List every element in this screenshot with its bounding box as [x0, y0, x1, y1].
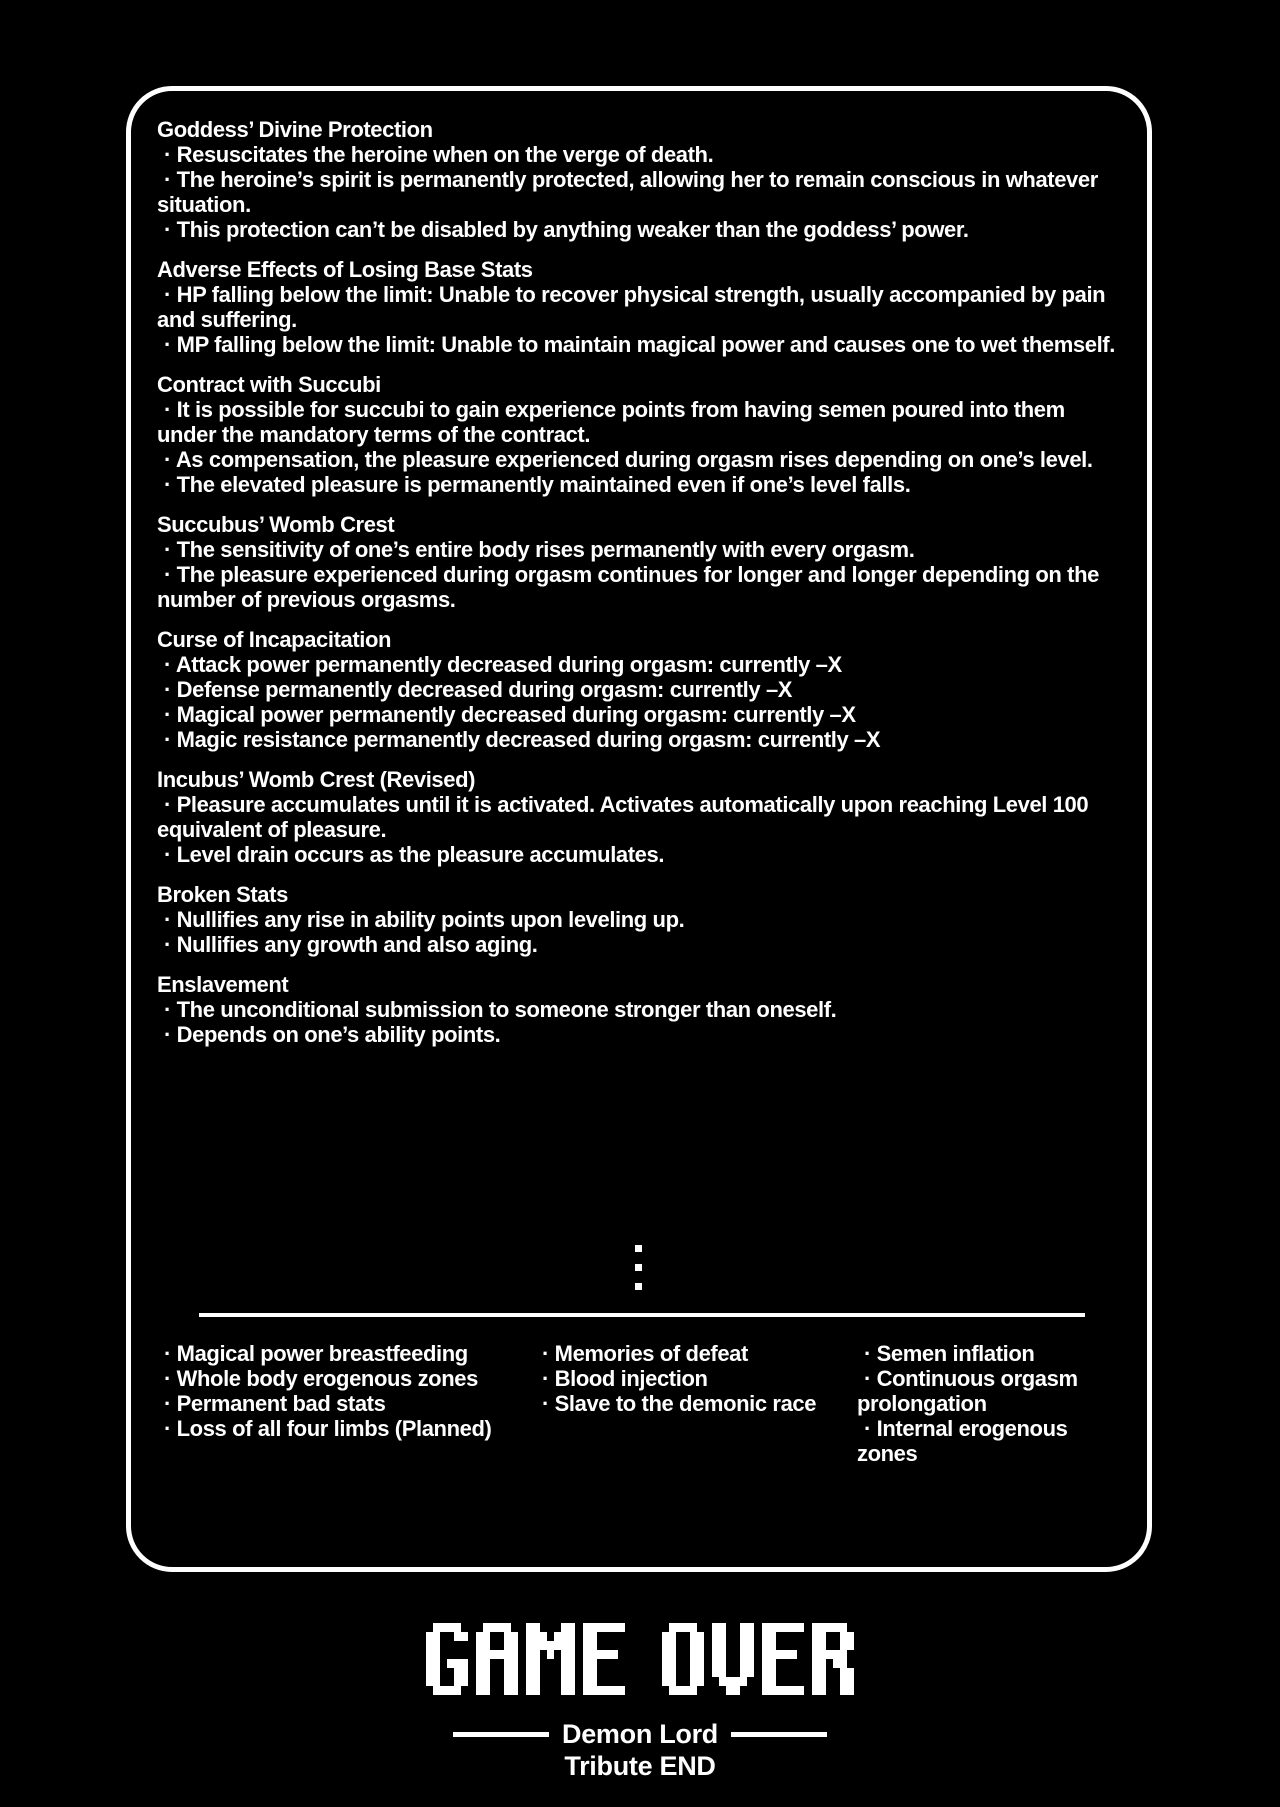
footer-item: · Blood injection: [542, 1366, 708, 1391]
status-panel: [126, 86, 1152, 1572]
pixel-letter: [633, 1623, 654, 1695]
footer-item: · Magical power breastfeeding: [164, 1341, 468, 1366]
footer-item: · Slave to the demonic race: [542, 1391, 817, 1416]
bullet-item: · Magic resistance permanently decreased during orgasm: currently –X: [164, 727, 881, 752]
bullet-item: · Depends on one’s ability points.: [164, 1022, 501, 1047]
vertical-ellipsis-icon: [635, 1245, 642, 1290]
section-title: Goddess’ Divine Protection: [157, 117, 433, 142]
bullet-item: · As compensation, the pleasure experienced during orgasm rises depending on one’s level.: [164, 447, 1093, 472]
footer-item: · Continuous orgasm prolongation: [857, 1366, 1078, 1416]
bullet-item: · Pleasure accumulates until it is activated. Activates automatically upon reaching Level 100 equivalent of pleasure.: [157, 792, 1089, 842]
section-title: Curse of Incapacitation: [157, 627, 392, 652]
footer-item: · Internal erogenous zones: [857, 1416, 1068, 1466]
status-section: [157, 257, 1119, 357]
bullet-item: · Defense permanently decreased during orgasm: currently –X: [164, 677, 793, 702]
section-title: Enslavement: [157, 972, 289, 997]
section-title: Broken Stats: [157, 882, 288, 907]
pixel-letter: [812, 1623, 854, 1695]
bullet-item: · The elevated pleasure is permanently maintained even if one’s level falls.: [164, 472, 911, 497]
pixel-letter: [762, 1623, 804, 1695]
status-section: [157, 882, 1119, 957]
status-section: [157, 972, 1119, 1047]
bullet-item: · The sensitivity of one’s entire body rises permanently with every orgasm.: [164, 537, 915, 562]
bullet-item: · The unconditional submission to someone stronger than oneself.: [164, 997, 837, 1022]
bullet-item: · The heroine’s spirit is permanently protected, allowing her to remain conscious in whatever situation.: [157, 167, 1098, 217]
status-section: [157, 372, 1119, 497]
section-title: Succubus’ Womb Crest: [157, 512, 395, 537]
section-title: Contract with Succubi: [157, 372, 381, 397]
bullet-item: · It is possible for succubi to gain experience points from having semen poured into them under the mandatory terms of the contract.: [157, 397, 1065, 447]
status-section: [157, 627, 1119, 752]
pixel-letter: [526, 1623, 575, 1695]
footer-item: · Permanent bad stats: [164, 1391, 386, 1416]
bullet-item: · This protection can’t be disabled by anything weaker than the goddess’ power.: [164, 217, 969, 242]
footer-item: · Memories of defeat: [542, 1341, 748, 1366]
bullet-item: · Attack power permanently decreased during orgasm: currently –X: [164, 652, 842, 677]
status-section: [157, 117, 1119, 242]
footer-column: [857, 1341, 1109, 1466]
subtitle-line-left: [453, 1732, 549, 1737]
section-title: Adverse Effects of Losing Base Stats: [157, 257, 533, 282]
subtitle-label: Demon Lord: [562, 1719, 718, 1749]
end-label: Tribute END: [564, 1751, 716, 1781]
affliction-columns: [157, 1341, 1119, 1466]
section-title: Incubus’ Womb Crest (Revised): [157, 767, 476, 792]
bullet-item: · MP falling below the limit: Unable to maintain magical power and causes one to wet themself.: [164, 332, 1115, 357]
subtitle-row: [0, 1718, 1280, 1750]
bullet-item: · Magical power permanently decreased during orgasm: currently –X: [164, 702, 856, 727]
bullet-item: · Nullifies any growth and also aging.: [164, 932, 538, 957]
pixel-letter: [583, 1623, 625, 1695]
subtitle-line-right: [731, 1732, 827, 1737]
pixel-letter: [662, 1623, 704, 1695]
bullet-item: · Level drain occurs as the pleasure accumulates.: [164, 842, 665, 867]
status-sections: [157, 117, 1119, 1047]
game-over-title: [0, 1623, 1280, 1695]
divider: [199, 1313, 1085, 1317]
status-section: [157, 512, 1119, 612]
bullet-item: · HP falling below the limit: Unable to recover physical strength, usually accompanied by pain and suffering.: [157, 282, 1106, 332]
footer-column: [535, 1341, 857, 1466]
bullet-item: · Nullifies any rise in ability points upon leveling up.: [164, 907, 685, 932]
pixel-letter: [712, 1623, 754, 1695]
pixel-letter: [476, 1623, 518, 1695]
footer-item: · Whole body erogenous zones: [164, 1366, 478, 1391]
footer-item: · Loss of all four limbs (Planned): [164, 1416, 492, 1441]
pixel-letter: [426, 1623, 468, 1695]
bullet-item: · The pleasure experienced during orgasm continues for longer and longer depending on the number of previous orgasms.: [157, 562, 1099, 612]
footer-column: [157, 1341, 535, 1466]
status-section: [157, 767, 1119, 867]
bullet-item: · Resuscitates the heroine when on the verge of death.: [164, 142, 714, 167]
footer-item: · Semen inflation: [864, 1341, 1035, 1366]
